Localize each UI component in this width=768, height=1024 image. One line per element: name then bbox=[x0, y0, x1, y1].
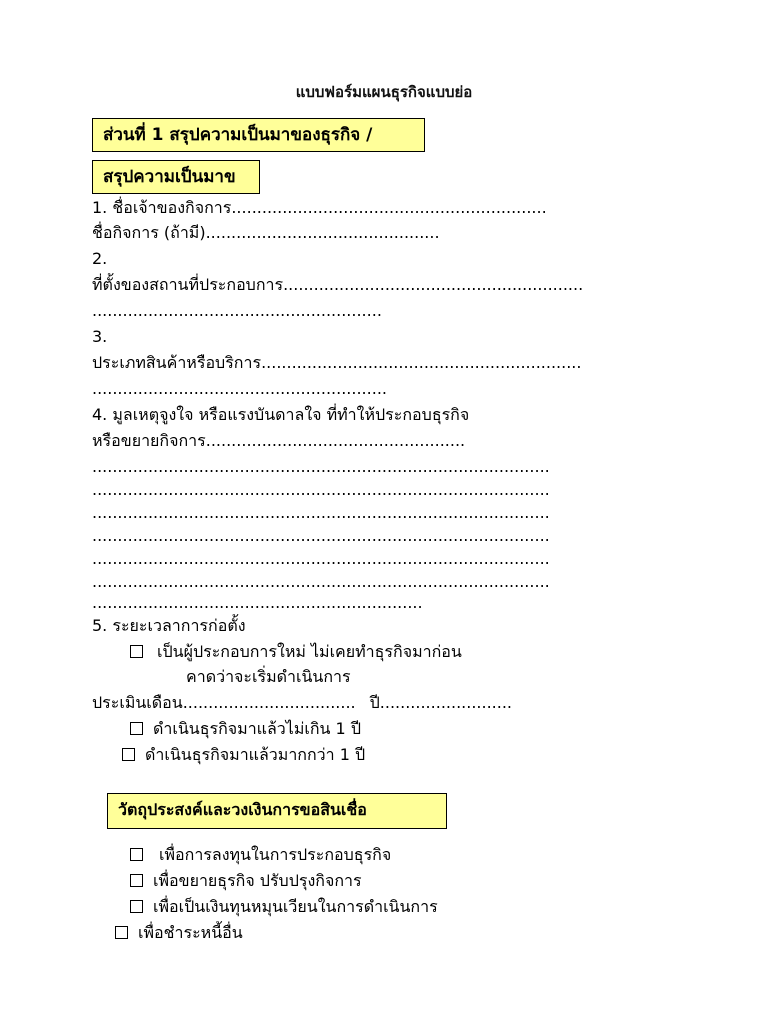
q4-answer-line-4[interactable]: .......................................................................................... bbox=[92, 526, 550, 545]
checkbox-icon[interactable] bbox=[130, 900, 143, 913]
objective-invest[interactable] bbox=[130, 843, 391, 867]
objective-working-capital[interactable] bbox=[130, 895, 438, 919]
section2-heading: วัตถุประสงค์และวงเงินการขอสินเชื่อ bbox=[107, 793, 447, 829]
q1-bizname-dots[interactable]: .............................................. bbox=[205, 223, 440, 242]
q5-option-new-label: เป็นผู้ประกอบการใหม่ ไม่เคยทำธุรกิจมาก่อน bbox=[157, 642, 462, 661]
q5-option-over-1-year[interactable] bbox=[122, 743, 365, 767]
form-title: แบบฟอร์มแผนธุรกิจแบบย่อ bbox=[295, 83, 473, 101]
q5-month-dots[interactable]: .................................. bbox=[182, 693, 356, 712]
q3-product-dots[interactable]: ............................................................... bbox=[261, 353, 582, 372]
q5-option-new[interactable] bbox=[130, 640, 462, 664]
checkbox-icon[interactable] bbox=[130, 645, 143, 658]
objective-repay-debt-label: เพื่อชำระหนี้อื่น bbox=[138, 923, 243, 942]
q4-answer-line-7[interactable]: ................................................................. bbox=[92, 593, 423, 612]
q4-answer-line-3[interactable]: .......................................................................................... bbox=[92, 503, 550, 522]
q1-owner-dots[interactable]: .............................................................. bbox=[231, 198, 547, 217]
q1-bizname-line bbox=[92, 221, 440, 245]
q5-option-under-1-year-label: ดำเนินธุรกิจมาแล้วไม่เกิน 1 ปี bbox=[153, 719, 361, 738]
q4-motivation-label-line1: 4. มูลเหตุจูงใจ หรือแรงบันดาลใจ ที่ทำให้ประกอบธุรกิจ bbox=[92, 405, 470, 424]
q4-answer-line-5[interactable]: .......................................................................................... bbox=[92, 549, 550, 568]
q4-answer-line-2[interactable]: .......................................................................................... bbox=[92, 480, 550, 499]
checkbox-icon[interactable] bbox=[115, 926, 128, 939]
q1-owner-label: 1. ชื่อเจ้าของกิจการ bbox=[92, 198, 232, 217]
q2-number: 2. bbox=[92, 249, 108, 268]
q5-expected-start: คาดว่าจะเริ่มดำเนินการ bbox=[186, 667, 351, 686]
q1-owner-line bbox=[92, 196, 547, 220]
checkbox-icon[interactable] bbox=[130, 874, 143, 887]
q2-location-dots[interactable]: ........................................................... bbox=[283, 275, 584, 294]
q3-product-line bbox=[92, 351, 581, 375]
q5-estimate-line bbox=[92, 691, 512, 715]
q2-location-label: ที่ตั้งของสถานที่ประกอบการ bbox=[92, 275, 284, 294]
checkbox-icon[interactable] bbox=[130, 722, 143, 735]
q4-motivation-label-line2 bbox=[92, 429, 465, 453]
q5-year-dots[interactable]: .......................... bbox=[379, 693, 513, 712]
checkbox-icon[interactable] bbox=[130, 848, 143, 861]
q4-answer-line-6[interactable]: .......................................................................................... bbox=[92, 572, 550, 591]
q3-product-dots-continued[interactable]: .......................................................... bbox=[92, 379, 387, 398]
checkbox-icon[interactable] bbox=[122, 748, 135, 761]
objective-expand[interactable] bbox=[130, 869, 362, 893]
section1-heading-line1: ส่วนที่ 1 สรุปความเป็นมาของธุรกิจ / bbox=[92, 118, 425, 152]
q5-option-over-1-year-label: ดำเนินธุรกิจมาแล้วมากกว่า 1 ปี bbox=[145, 745, 366, 764]
q2-location-dots-continued[interactable]: ......................................................... bbox=[92, 301, 382, 320]
objective-invest-label: เพื่อการลงทุนในการประกอบธุรกิจ bbox=[159, 845, 392, 864]
q4-expand-label: หรือขยายกิจการ bbox=[92, 431, 206, 450]
objective-working-capital-label: เพื่อเป็นเงินทุนหมุนเวียนในการดำเนินการ bbox=[153, 897, 438, 916]
q2-location-line bbox=[92, 273, 583, 297]
q5-duration-label: 5. ระยะเวลาการก่อตั้ง bbox=[92, 616, 246, 635]
q5-option-under-1-year[interactable] bbox=[130, 717, 361, 741]
q4-expand-dots[interactable]: ................................................... bbox=[205, 431, 466, 450]
objective-repay-debt[interactable] bbox=[115, 921, 243, 945]
q4-answer-line-1[interactable]: .......................................................................................... bbox=[92, 457, 550, 476]
section1-heading-line2: สรุปความเป็นมาข bbox=[92, 160, 260, 194]
q3-product-label: ประเภทสินค้าหรือบริการ bbox=[92, 353, 262, 372]
q5-month-label: ประเมินเดือน bbox=[92, 693, 183, 712]
q3-number: 3. bbox=[92, 327, 108, 346]
objective-expand-label: เพื่อขยายธุรกิจ ปรับปรุงกิจการ bbox=[153, 871, 362, 890]
q1-bizname-label: ชื่อกิจการ (ถ้ามี) bbox=[92, 223, 206, 242]
q5-year-label: ปี bbox=[369, 693, 380, 712]
